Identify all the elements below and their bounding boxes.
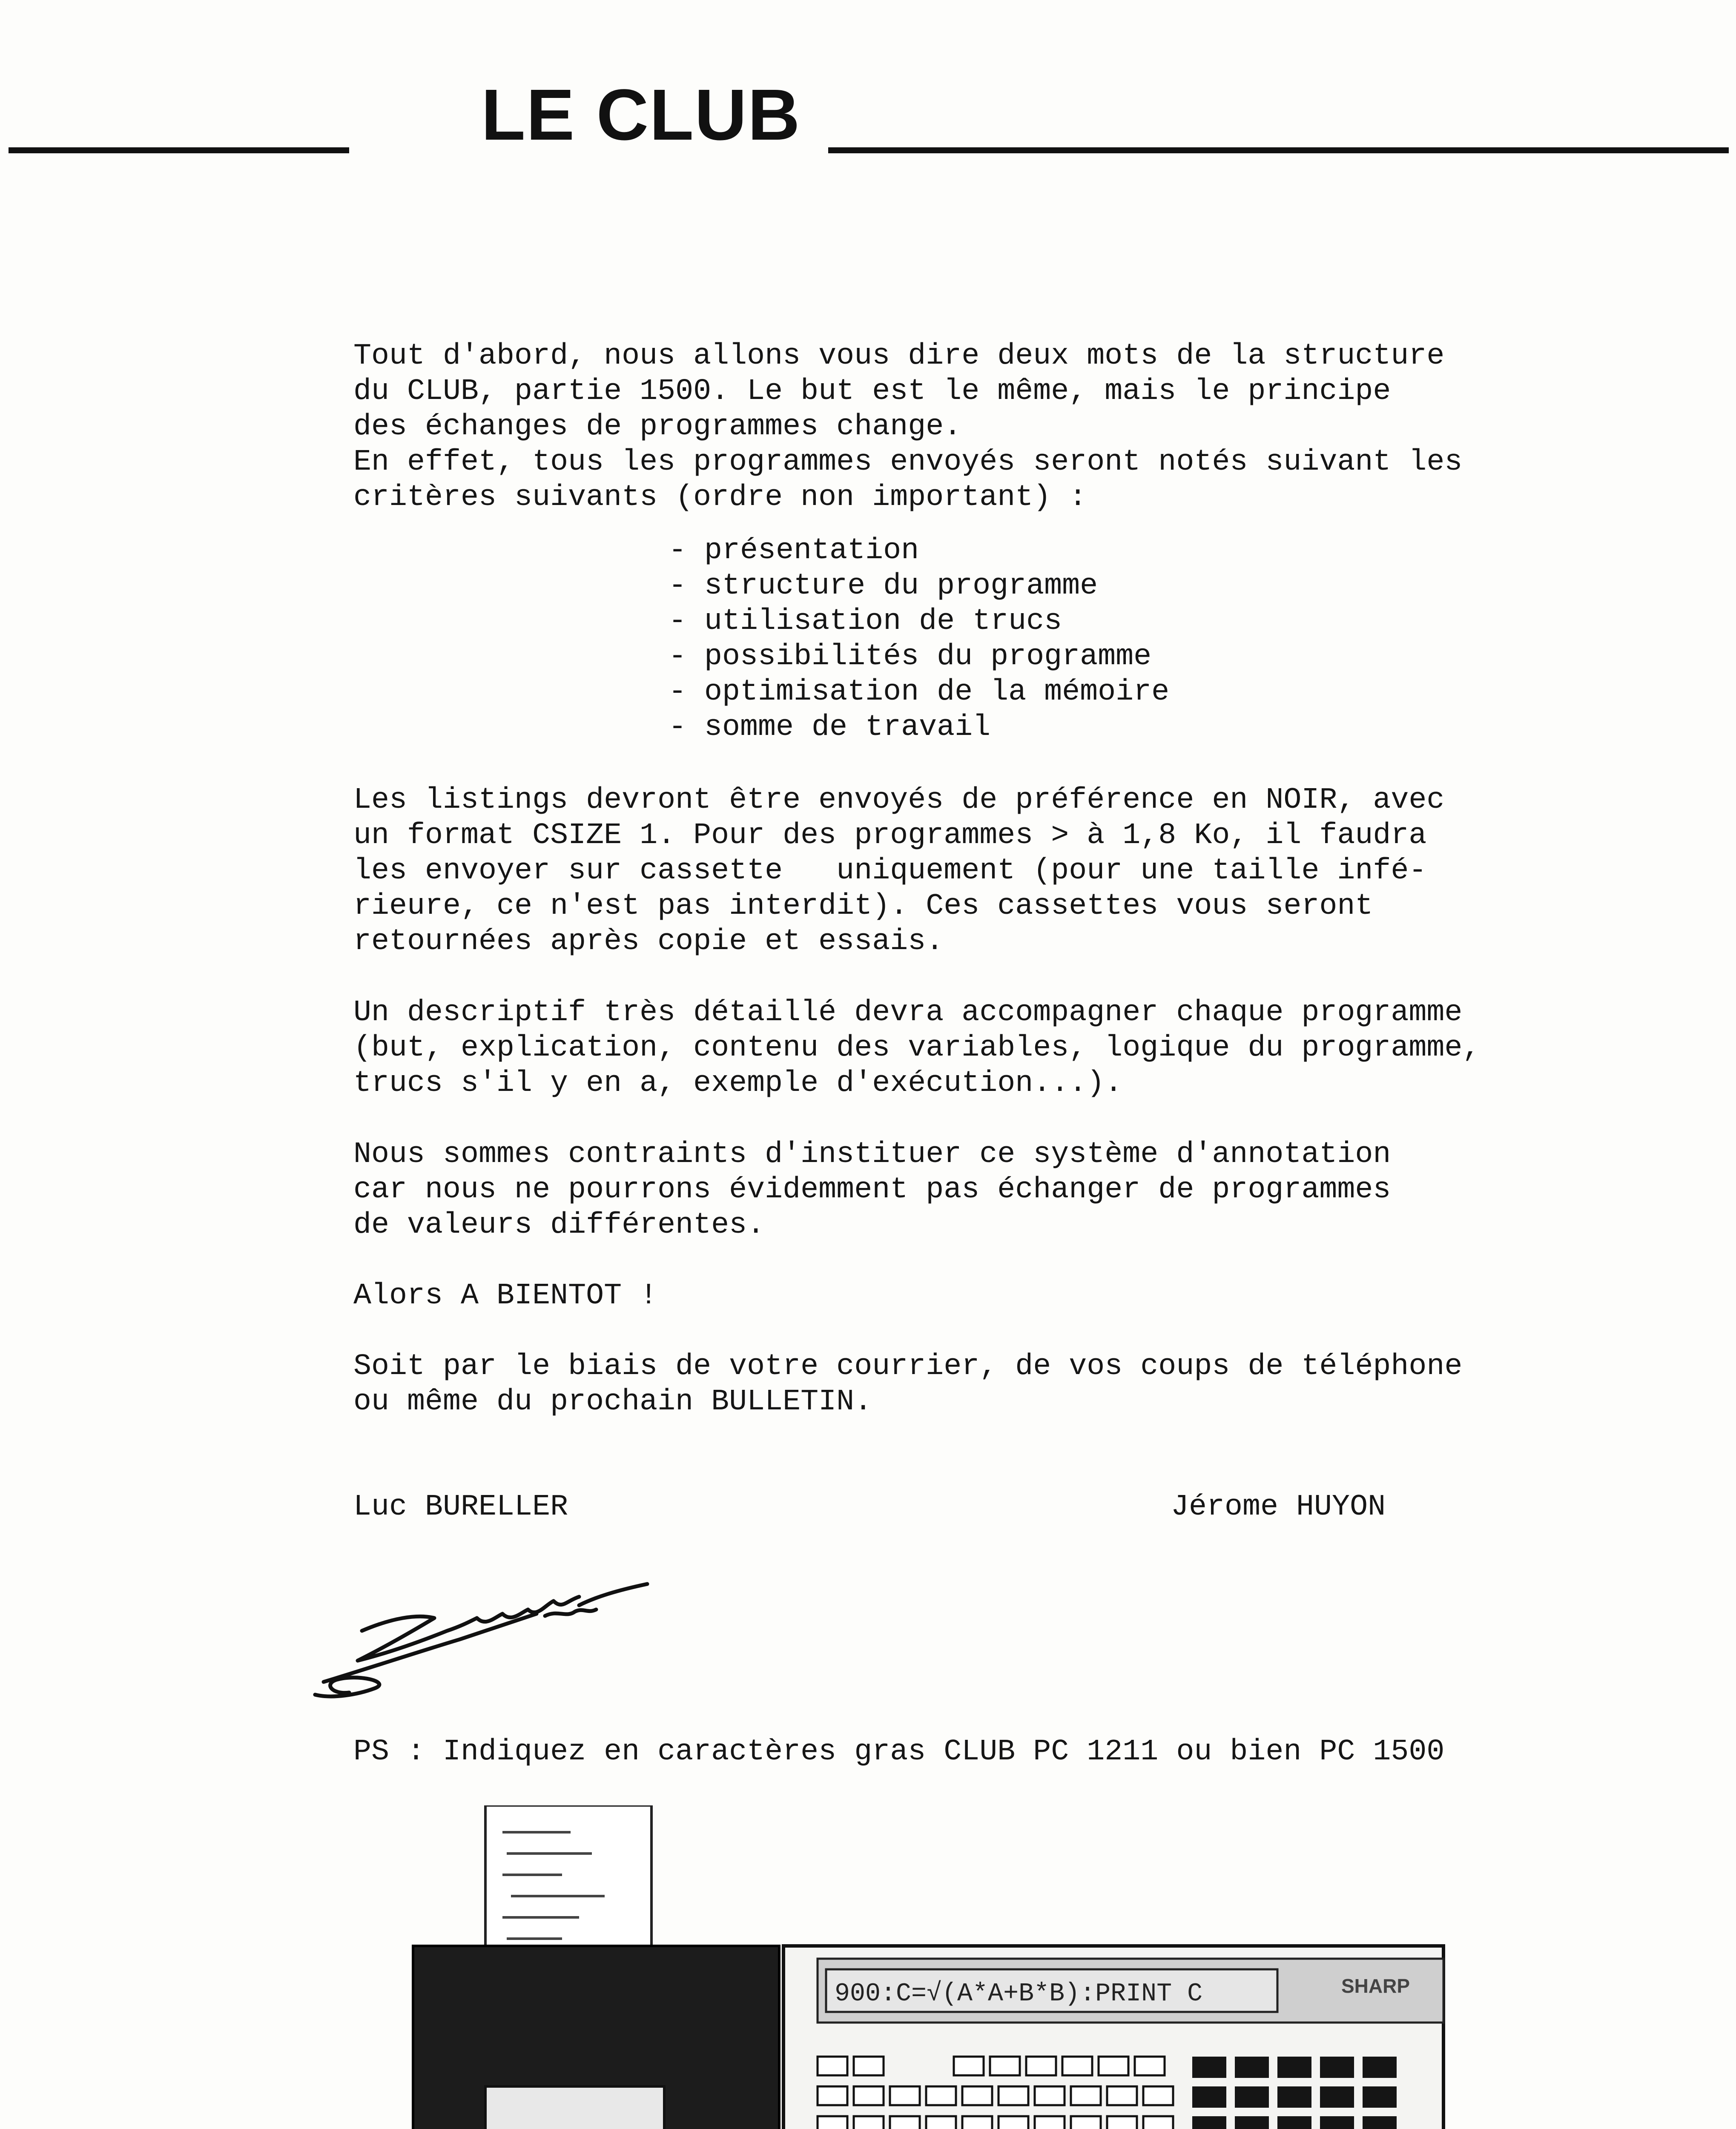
contraints-paragraph xyxy=(353,1137,1391,1243)
criteria-item: - présentation xyxy=(669,534,919,568)
criteria-item: - possibilités du programme xyxy=(669,640,1152,674)
listings-line: Les listings devront être envoyés de préférence en NOIR, avec xyxy=(353,783,1445,817)
header-rule-right xyxy=(828,147,1729,153)
intro-line: En effet, tous les programmes envoyés seront notés suivant les xyxy=(353,445,1463,479)
listings-line: rieure, ce n'est pas interdit). Ces cassettes vous seront xyxy=(353,889,1373,923)
contraints-line: Nous sommes contraints d'instituer ce système d'annotation xyxy=(353,1138,1391,1171)
criteria-item: - somme de travail xyxy=(669,711,991,744)
descriptif-paragraph xyxy=(353,995,1480,1101)
handwritten-signature xyxy=(307,1567,656,1703)
page-title: LE CLUB xyxy=(481,75,801,155)
author-right: Jérome HUYON xyxy=(1171,1490,1386,1524)
intro-line: des échanges de programmes change. xyxy=(353,410,962,444)
brand-label: SHARP xyxy=(1341,1975,1410,1997)
soit-line: Soit par le biais de votre courrier, de vos coups de téléphone xyxy=(353,1350,1463,1383)
criteria-item: - optimisation de la mémoire xyxy=(669,675,1170,709)
bientot-line: Alors A BIENTOT ! xyxy=(353,1279,658,1313)
soit-line: ou même du prochain BULLETIN. xyxy=(353,1385,872,1419)
listings-line: les envoyer sur cassette uniquement (pour une taille infé- xyxy=(353,854,1427,888)
printer-slot xyxy=(485,2086,664,2129)
listings-line: retournées après copie et essais. xyxy=(353,925,944,958)
author-left: Luc BURELLER xyxy=(353,1490,568,1524)
descriptif-line: Un descriptif très détaillé devra accompagner chaque programme xyxy=(353,996,1463,1030)
header-rule-left xyxy=(9,147,349,153)
intro-line: Tout d'abord, nous allons vous dire deux mots de la structure xyxy=(353,339,1445,373)
criteria-item: - structure du programme xyxy=(669,569,1098,603)
sharp-pc1500-illustration xyxy=(409,1805,1448,2129)
contraints-line: car nous ne pourrons évidemment pas échanger de programmes xyxy=(353,1173,1391,1207)
criteria-item: - utilisation de trucs xyxy=(669,605,1062,638)
keypad-dark xyxy=(1192,2057,1397,2129)
intro-paragraph xyxy=(353,339,1462,515)
descriptif-line: trucs s'il y en a, exemple d'exécution...). xyxy=(353,1067,1123,1100)
listings-paragraph xyxy=(353,783,1444,959)
criteria-list xyxy=(669,533,1169,745)
descriptif-line: (but, explication, contenu des variables, logique du programme, xyxy=(353,1031,1481,1065)
intro-line: critères suivants (ordre non important) : xyxy=(353,481,1087,514)
listings-line: un format CSIZE 1. Pour des programmes > à 1,8 Ko, il faudra xyxy=(353,819,1427,852)
postscript-note: PS : Indiquez en caractères gras CLUB PC 1211 ou bien PC 1500 xyxy=(353,1735,1445,1769)
lcd-text: 900:C=√(A*A+B*B):PRINT C xyxy=(835,1980,1203,2008)
intro-line: du CLUB, partie 1500. Le but est le même, mais le principe xyxy=(353,375,1391,408)
soit-paragraph xyxy=(353,1349,1462,1420)
contraints-line: de valeurs différentes. xyxy=(353,1208,765,1242)
